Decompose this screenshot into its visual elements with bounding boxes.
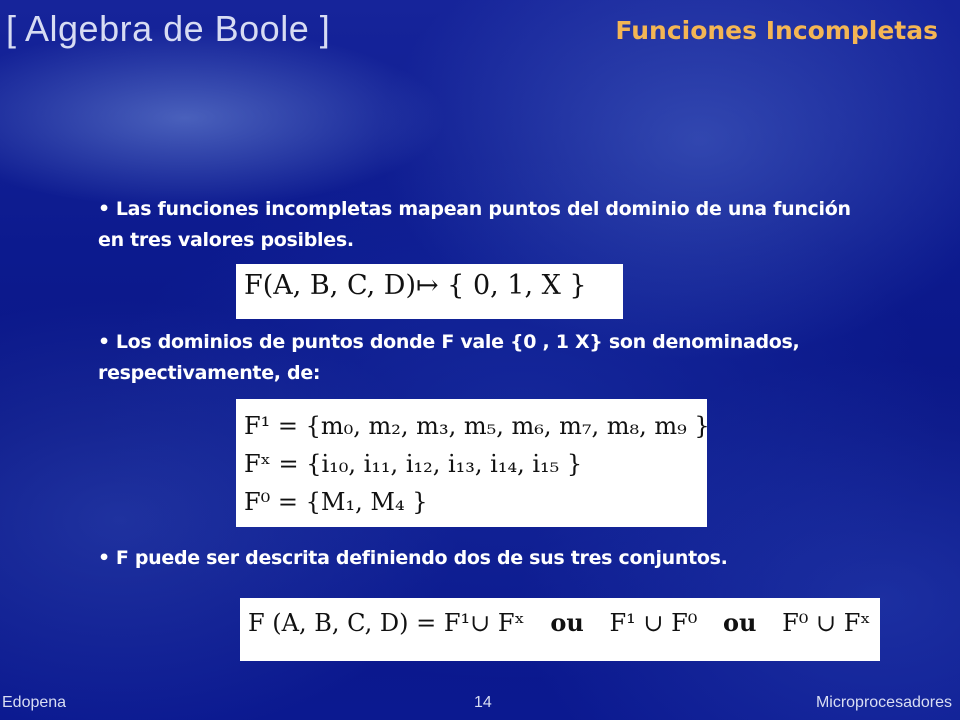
bullet-text: Los dominios de puntos donde F vale {0 , 1 X} son denominados, respectivamente, de: bbox=[98, 331, 800, 384]
formula-option-3: F⁰ ∪ Fˣ bbox=[782, 609, 871, 637]
formula-set-f1: F¹ = {m₀, m₂, m₃, m₅, m₆, m₇, m₈, m₉ } bbox=[244, 412, 710, 440]
formula-ou-1: ou bbox=[550, 608, 584, 637]
bullet-dot: • bbox=[98, 547, 110, 569]
formula-mapping: F(A, B, C, D)↦ { 0, 1, X } bbox=[244, 270, 587, 301]
bullet-incomplete-functions bbox=[98, 194, 858, 256]
formula-sets-image bbox=[236, 399, 710, 527]
bullet-dot: • bbox=[98, 198, 110, 220]
section-title: Funciones Incompletas bbox=[615, 16, 938, 45]
formula-description-image bbox=[240, 598, 880, 661]
formula-set-fx: Fˣ = {i₁₀, i₁₁, i₁₂, i₁₃, i₁₄, i₁₅ } bbox=[244, 450, 583, 478]
bullet-text: F puede ser descrita definiendo dos de sus tres conjuntos. bbox=[115, 547, 728, 569]
formula-mapping-image bbox=[236, 264, 623, 319]
bullet-description bbox=[98, 543, 858, 574]
footer-author: Edopena bbox=[2, 694, 67, 711]
formula-option-2: F¹ ∪ F⁰ bbox=[609, 609, 698, 637]
footer-page-number: 14 bbox=[474, 694, 492, 711]
formula-set-f0: F⁰ = {M₁, M₄ } bbox=[244, 488, 428, 516]
bullet-text: Las funciones incompletas mapean puntos del dominio de una función en tres valores posibles. bbox=[98, 198, 851, 251]
slide-title: [ Algebra de Boole ] bbox=[6, 8, 331, 49]
bullet-domains bbox=[98, 327, 858, 389]
bullet-dot: • bbox=[98, 331, 110, 353]
formula-ou-2: ou bbox=[723, 608, 757, 637]
formula-lhs: F (A, B, C, D) = F¹∪ Fˣ bbox=[248, 609, 525, 637]
footer-course: Microprocesadores bbox=[815, 694, 952, 711]
